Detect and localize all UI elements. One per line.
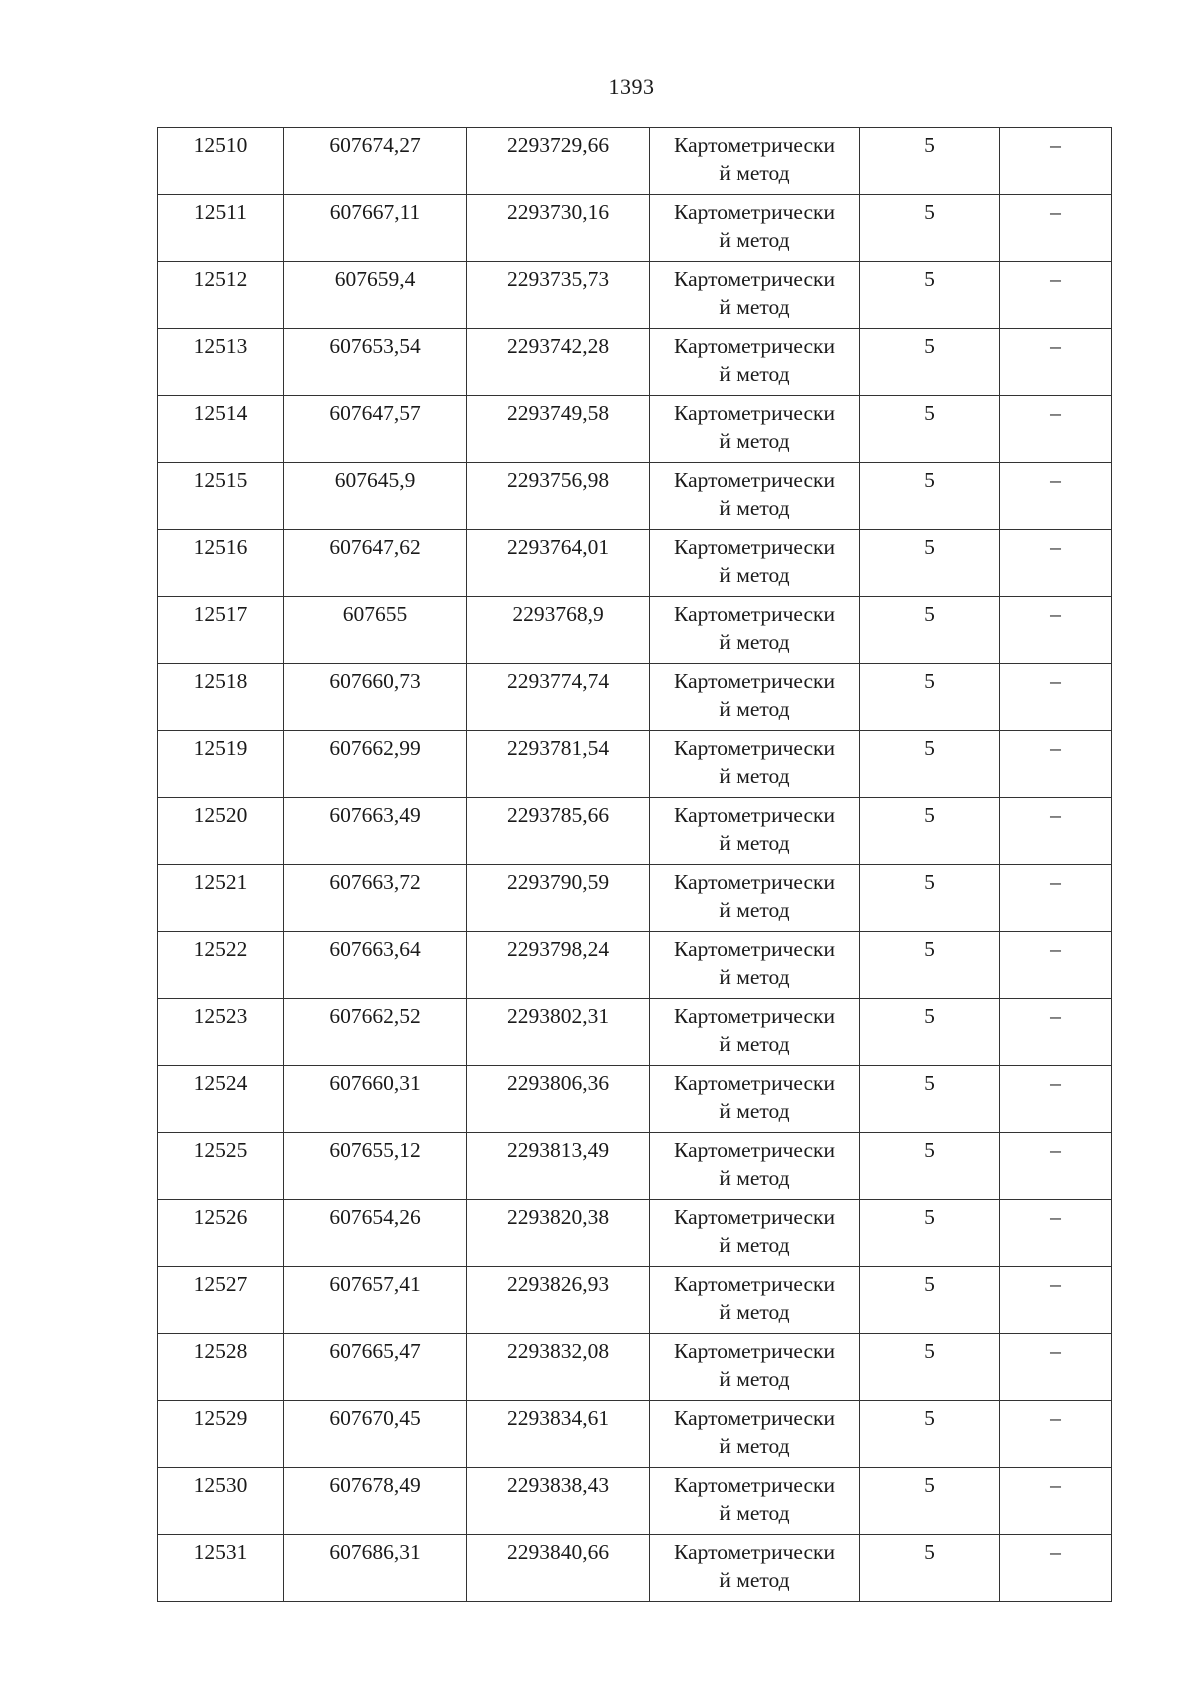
table-row: [158, 664, 1112, 731]
note-cell: –: [1000, 1468, 1112, 1535]
x-coordinate-cell: 607663,64: [284, 932, 467, 999]
method-cell: [650, 1066, 860, 1133]
error-cell: 5: [860, 865, 1000, 932]
table-row: [158, 1133, 1112, 1200]
method-line: Картометрически: [674, 1339, 835, 1363]
method-line: Картометрически: [674, 1071, 835, 1095]
table-row: [158, 1535, 1112, 1602]
x-coordinate-cell: 607655: [284, 597, 467, 664]
y-coordinate-cell: 2293730,16: [467, 195, 650, 262]
coordinates-table: [157, 127, 1112, 1602]
method-cell: [650, 1334, 860, 1401]
table-row: [158, 530, 1112, 597]
error-cell: 5: [860, 463, 1000, 530]
method-line: й метод: [719, 295, 790, 319]
error-cell: 5: [860, 329, 1000, 396]
error-cell: 5: [860, 1334, 1000, 1401]
method-line: й метод: [719, 1233, 790, 1257]
error-cell: 5: [860, 798, 1000, 865]
point-number-cell: 12514: [158, 396, 284, 463]
method-line: Картометрически: [674, 870, 835, 894]
table-row: [158, 329, 1112, 396]
note-cell: –: [1000, 999, 1112, 1066]
y-coordinate-cell: 2293735,73: [467, 262, 650, 329]
x-coordinate-cell: 607670,45: [284, 1401, 467, 1468]
y-coordinate-cell: 2293838,43: [467, 1468, 650, 1535]
y-coordinate-cell: 2293834,61: [467, 1401, 650, 1468]
note-cell: –: [1000, 329, 1112, 396]
method-line: й метод: [719, 228, 790, 252]
point-number-cell: 12528: [158, 1334, 284, 1401]
point-number-cell: 12515: [158, 463, 284, 530]
method-line: й метод: [719, 1501, 790, 1525]
point-number-cell: 12513: [158, 329, 284, 396]
method-line: Картометрически: [674, 1406, 835, 1430]
table-row: [158, 1468, 1112, 1535]
point-number-cell: 12529: [158, 1401, 284, 1468]
method-line: й метод: [719, 831, 790, 855]
y-coordinate-cell: 2293790,59: [467, 865, 650, 932]
x-coordinate-cell: 607660,73: [284, 664, 467, 731]
method-cell: [650, 463, 860, 530]
method-line: й метод: [719, 1099, 790, 1123]
method-cell: [650, 731, 860, 798]
method-line: й метод: [719, 362, 790, 386]
method-cell: [650, 329, 860, 396]
method-cell: [650, 932, 860, 999]
error-cell: 5: [860, 1133, 1000, 1200]
note-cell: –: [1000, 932, 1112, 999]
method-cell: [650, 262, 860, 329]
method-cell: [650, 530, 860, 597]
x-coordinate-cell: 607665,47: [284, 1334, 467, 1401]
note-cell: –: [1000, 664, 1112, 731]
point-number-cell: 12525: [158, 1133, 284, 1200]
note-cell: –: [1000, 731, 1112, 798]
note-cell: –: [1000, 262, 1112, 329]
method-line: й метод: [719, 630, 790, 654]
x-coordinate-cell: 607654,26: [284, 1200, 467, 1267]
point-number-cell: 12530: [158, 1468, 284, 1535]
y-coordinate-cell: 2293802,31: [467, 999, 650, 1066]
point-number-cell: 12512: [158, 262, 284, 329]
x-coordinate-cell: 607655,12: [284, 1133, 467, 1200]
point-number-cell: 12521: [158, 865, 284, 932]
point-number-cell: 12522: [158, 932, 284, 999]
method-cell: [650, 1267, 860, 1334]
x-coordinate-cell: 607674,27: [284, 128, 467, 195]
table-row: [158, 396, 1112, 463]
method-line: Картометрически: [674, 401, 835, 425]
x-coordinate-cell: 607663,72: [284, 865, 467, 932]
table-row: [158, 999, 1112, 1066]
method-line: Картометрически: [674, 1138, 835, 1162]
method-line: Картометрически: [674, 334, 835, 358]
y-coordinate-cell: 2293742,28: [467, 329, 650, 396]
method-line: й метод: [719, 1434, 790, 1458]
error-cell: 5: [860, 932, 1000, 999]
method-line: й метод: [719, 1166, 790, 1190]
x-coordinate-cell: 607659,4: [284, 262, 467, 329]
method-cell: [650, 396, 860, 463]
point-number-cell: 12523: [158, 999, 284, 1066]
method-line: й метод: [719, 697, 790, 721]
error-cell: 5: [860, 664, 1000, 731]
error-cell: 5: [860, 128, 1000, 195]
point-number-cell: 12511: [158, 195, 284, 262]
point-number-cell: 12516: [158, 530, 284, 597]
note-cell: –: [1000, 1200, 1112, 1267]
method-cell: [650, 798, 860, 865]
x-coordinate-cell: 607647,62: [284, 530, 467, 597]
method-cell: [650, 1133, 860, 1200]
y-coordinate-cell: 2293832,08: [467, 1334, 650, 1401]
error-cell: 5: [860, 1468, 1000, 1535]
x-coordinate-cell: 607660,31: [284, 1066, 467, 1133]
y-coordinate-cell: 2293781,54: [467, 731, 650, 798]
x-coordinate-cell: 607686,31: [284, 1535, 467, 1602]
x-coordinate-cell: 607645,9: [284, 463, 467, 530]
y-coordinate-cell: 2293798,24: [467, 932, 650, 999]
method-cell: [650, 597, 860, 664]
point-number-cell: 12526: [158, 1200, 284, 1267]
y-coordinate-cell: 2293774,74: [467, 664, 650, 731]
x-coordinate-cell: 607653,54: [284, 329, 467, 396]
error-cell: 5: [860, 1200, 1000, 1267]
note-cell: –: [1000, 865, 1112, 932]
point-number-cell: 12520: [158, 798, 284, 865]
method-line: Картометрически: [674, 200, 835, 224]
x-coordinate-cell: 607678,49: [284, 1468, 467, 1535]
note-cell: –: [1000, 1334, 1112, 1401]
table-row: [158, 597, 1112, 664]
method-line: Картометрически: [674, 535, 835, 559]
method-line: Картометрически: [674, 1272, 835, 1296]
y-coordinate-cell: 2293768,9: [467, 597, 650, 664]
table-row: [158, 731, 1112, 798]
point-number-cell: 12510: [158, 128, 284, 195]
method-cell: [650, 195, 860, 262]
error-cell: 5: [860, 530, 1000, 597]
x-coordinate-cell: 607647,57: [284, 396, 467, 463]
table-row: [158, 195, 1112, 262]
y-coordinate-cell: 2293749,58: [467, 396, 650, 463]
note-cell: –: [1000, 128, 1112, 195]
error-cell: 5: [860, 396, 1000, 463]
y-coordinate-cell: 2293840,66: [467, 1535, 650, 1602]
method-cell: [650, 1401, 860, 1468]
method-line: Картометрически: [674, 1205, 835, 1229]
note-cell: –: [1000, 396, 1112, 463]
method-cell: [650, 128, 860, 195]
method-cell: [650, 1535, 860, 1602]
note-cell: –: [1000, 530, 1112, 597]
error-cell: 5: [860, 731, 1000, 798]
error-cell: 5: [860, 1401, 1000, 1468]
method-line: й метод: [719, 429, 790, 453]
note-cell: –: [1000, 1066, 1112, 1133]
table-row: [158, 463, 1112, 530]
point-number-cell: 12531: [158, 1535, 284, 1602]
error-cell: 5: [860, 1267, 1000, 1334]
method-line: Картометрически: [674, 267, 835, 291]
y-coordinate-cell: 2293729,66: [467, 128, 650, 195]
error-cell: 5: [860, 262, 1000, 329]
method-line: й метод: [719, 563, 790, 587]
y-coordinate-cell: 2293764,01: [467, 530, 650, 597]
method-cell: [650, 999, 860, 1066]
method-line: Картометрически: [674, 1473, 835, 1497]
note-cell: –: [1000, 463, 1112, 530]
method-line: Картометрически: [674, 803, 835, 827]
x-coordinate-cell: 607667,11: [284, 195, 467, 262]
error-cell: 5: [860, 1535, 1000, 1602]
page-number: 1393: [608, 74, 655, 99]
method-line: й метод: [719, 1367, 790, 1391]
error-cell: 5: [860, 195, 1000, 262]
error-cell: 5: [860, 597, 1000, 664]
method-line: Картометрически: [674, 133, 835, 157]
method-line: й метод: [719, 1568, 790, 1592]
method-cell: [650, 664, 860, 731]
y-coordinate-cell: 2293813,49: [467, 1133, 650, 1200]
x-coordinate-cell: 607662,52: [284, 999, 467, 1066]
method-line: й метод: [719, 965, 790, 989]
method-line: й метод: [719, 898, 790, 922]
method-cell: [650, 865, 860, 932]
method-line: й метод: [719, 764, 790, 788]
y-coordinate-cell: 2293785,66: [467, 798, 650, 865]
point-number-cell: 12518: [158, 664, 284, 731]
method-line: Картометрически: [674, 736, 835, 760]
method-line: Картометрически: [674, 937, 835, 961]
method-cell: [650, 1200, 860, 1267]
method-line: й метод: [719, 161, 790, 185]
point-number-cell: 12524: [158, 1066, 284, 1133]
x-coordinate-cell: 607662,99: [284, 731, 467, 798]
method-line: й метод: [719, 1032, 790, 1056]
x-coordinate-cell: 607663,49: [284, 798, 467, 865]
table-row: [158, 262, 1112, 329]
method-line: й метод: [719, 1300, 790, 1324]
table-row: [158, 1401, 1112, 1468]
method-line: Картометрически: [674, 1004, 835, 1028]
point-number-cell: 12527: [158, 1267, 284, 1334]
method-line: Картометрически: [674, 669, 835, 693]
table-row: [158, 1334, 1112, 1401]
coordinates-table-body: [158, 128, 1112, 1602]
point-number-cell: 12519: [158, 731, 284, 798]
y-coordinate-cell: 2293826,93: [467, 1267, 650, 1334]
method-cell: [650, 1468, 860, 1535]
note-cell: –: [1000, 1535, 1112, 1602]
method-line: й метод: [719, 496, 790, 520]
note-cell: –: [1000, 1267, 1112, 1334]
error-cell: 5: [860, 999, 1000, 1066]
table-row: [158, 932, 1112, 999]
table-row: [158, 1267, 1112, 1334]
table-row: [158, 865, 1112, 932]
note-cell: –: [1000, 798, 1112, 865]
y-coordinate-cell: 2293756,98: [467, 463, 650, 530]
error-cell: 5: [860, 1066, 1000, 1133]
table-row: [158, 1066, 1112, 1133]
y-coordinate-cell: 2293820,38: [467, 1200, 650, 1267]
table-row: [158, 128, 1112, 195]
table-row: [158, 798, 1112, 865]
method-line: Картометрически: [674, 602, 835, 626]
method-line: Картометрически: [674, 1540, 835, 1564]
y-coordinate-cell: 2293806,36: [467, 1066, 650, 1133]
point-number-cell: 12517: [158, 597, 284, 664]
x-coordinate-cell: 607657,41: [284, 1267, 467, 1334]
note-cell: –: [1000, 597, 1112, 664]
note-cell: –: [1000, 1133, 1112, 1200]
table-row: [158, 1200, 1112, 1267]
method-line: Картометрически: [674, 468, 835, 492]
note-cell: –: [1000, 195, 1112, 262]
note-cell: –: [1000, 1401, 1112, 1468]
